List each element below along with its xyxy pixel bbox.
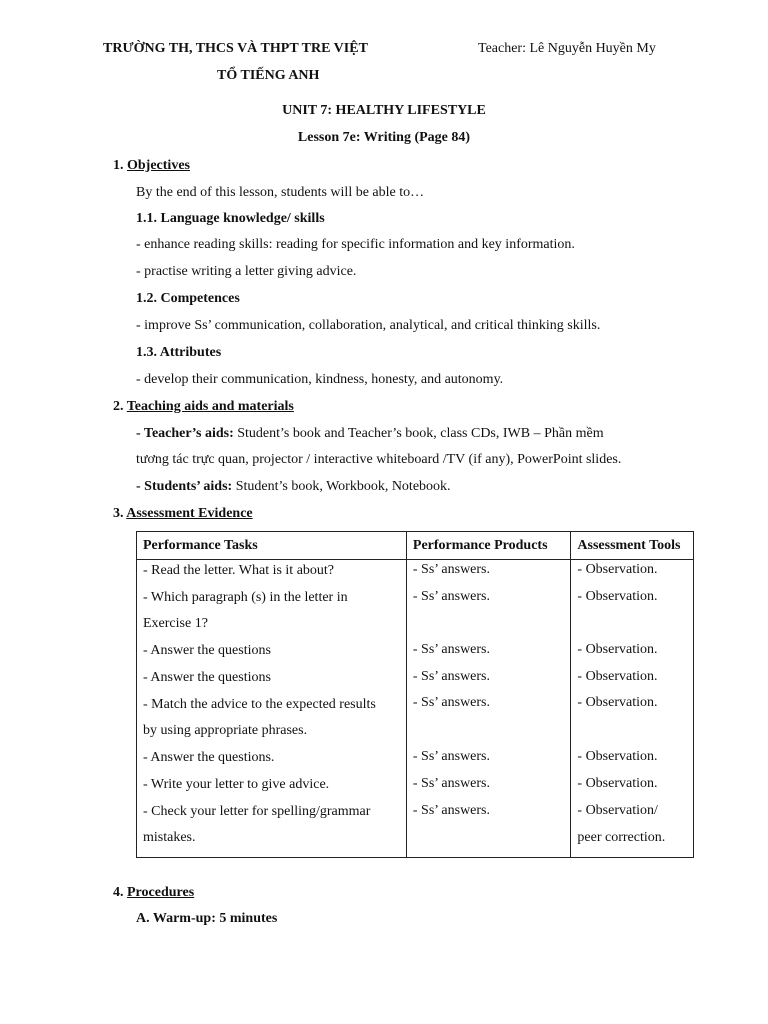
product-line: - Ss’ answers.: [412, 589, 491, 604]
students-aids-line: [136, 478, 451, 496]
language-item: - enhance reading skills: reading for specific information and key information.: [136, 237, 575, 252]
tool-line: - Observation/: [577, 803, 658, 818]
unit-title: UNIT 7: HEALTHY LIFESTYLE: [282, 103, 486, 118]
section-number: 2.: [113, 399, 124, 414]
product-line: - Ss’ answers.: [412, 776, 491, 791]
section-number: 3.: [113, 506, 124, 521]
language-heading: 1.1. Language knowledge/ skills: [136, 211, 325, 226]
students-aids-label: - Students’ aids:: [136, 479, 233, 494]
section-number: 1.: [113, 158, 124, 173]
product-line: - Ss’ answers.: [412, 669, 491, 684]
teacher-aids-line: [136, 425, 604, 443]
objectives-intro: By the end of this lesson, students will be able to…: [136, 185, 425, 200]
tool-line: - Observation.: [577, 776, 658, 791]
warmup-heading: A. Warm-up: 5 minutes: [136, 911, 278, 926]
students-aids-text: Student’s book, Workbook, Notebook.: [232, 479, 451, 494]
lesson-title: Lesson 7e: Writing (Page 84): [297, 130, 471, 145]
column-header: Assessment Tools: [571, 532, 694, 560]
task-line: by using appropriate phrases.: [143, 723, 308, 738]
task-line: - Answer the questions.: [143, 750, 275, 765]
tasks-cell: [137, 560, 407, 858]
table-row: [137, 560, 694, 858]
section-title: Objectives: [127, 158, 190, 173]
competences-item: - improve Ss’ communication, collaboration, analytical, and critical thinking skills.: [136, 318, 601, 333]
teacher-aids-label: - Teacher’s aids:: [136, 426, 234, 441]
task-line: - Answer the questions: [143, 670, 271, 685]
section-title: Procedures: [127, 885, 195, 900]
section-title: Assessment Evidence: [126, 506, 253, 521]
competences-heading: 1.2. Competences: [136, 291, 240, 306]
attributes-heading: 1.3. Attributes: [136, 345, 222, 360]
teacher-name: Teacher: Lê Nguyễn Huyền My: [478, 41, 656, 56]
product-line: - Ss’ answers.: [412, 695, 491, 710]
task-line: Exercise 1?: [143, 616, 208, 631]
attributes-item: - develop their communication, kindness, honesty, and autonomy.: [136, 372, 504, 387]
assessment-heading: [113, 505, 253, 523]
tool-line: - Observation.: [577, 695, 658, 710]
language-item: - practise writing a letter giving advice.: [136, 264, 357, 279]
product-line: - Ss’ answers.: [412, 749, 491, 764]
tool-line: - Observation.: [577, 562, 658, 577]
table-header-row: [137, 532, 694, 560]
task-line: - Write your letter to give advice.: [143, 777, 330, 792]
product-line: - Ss’ answers.: [412, 562, 491, 577]
product-line: - Ss’ answers.: [412, 803, 491, 818]
objectives-heading: [113, 157, 190, 175]
tools-cell: [571, 560, 694, 858]
column-header: Performance Tasks: [137, 532, 407, 560]
teacher-aids-continued: tương tác trực quan, projector / interactive whiteboard /TV (if any), PowerPoint slides.: [136, 452, 622, 467]
procedures-heading: [113, 884, 194, 902]
tool-line: - Observation.: [577, 642, 658, 657]
task-line: - Match the advice to the expected results: [143, 697, 376, 712]
assessment-table: [136, 531, 694, 858]
tool-line: - Observation.: [577, 669, 658, 684]
task-line: mistakes.: [143, 830, 196, 845]
tool-line: - Observation.: [577, 589, 658, 604]
column-header: Performance Products: [406, 532, 571, 560]
task-line: - Read the letter. What is it about?: [143, 563, 335, 578]
task-line: - Answer the questions: [143, 643, 271, 658]
task-line: - Which paragraph (s) in the letter in: [143, 590, 348, 605]
tool-line: - Observation.: [577, 749, 658, 764]
tool-line: peer correction.: [577, 830, 666, 845]
products-cell: [406, 560, 571, 858]
section-number: 4.: [113, 885, 124, 900]
teacher-aids-text: Student’s book and Teacher’s book, class CDs, IWB – Phần mềm: [233, 426, 604, 441]
product-line: - Ss’ answers.: [412, 642, 491, 657]
task-line: - Check your letter for spelling/grammar: [143, 804, 371, 819]
section-title: Teaching aids and materials: [126, 399, 294, 414]
school-name: TRƯỜNG TH, THCS VÀ THPT TRE VIỆT: [103, 41, 368, 56]
department-name: TỔ TIẾNG ANH: [217, 68, 320, 83]
teaching-aids-heading: [113, 398, 294, 416]
